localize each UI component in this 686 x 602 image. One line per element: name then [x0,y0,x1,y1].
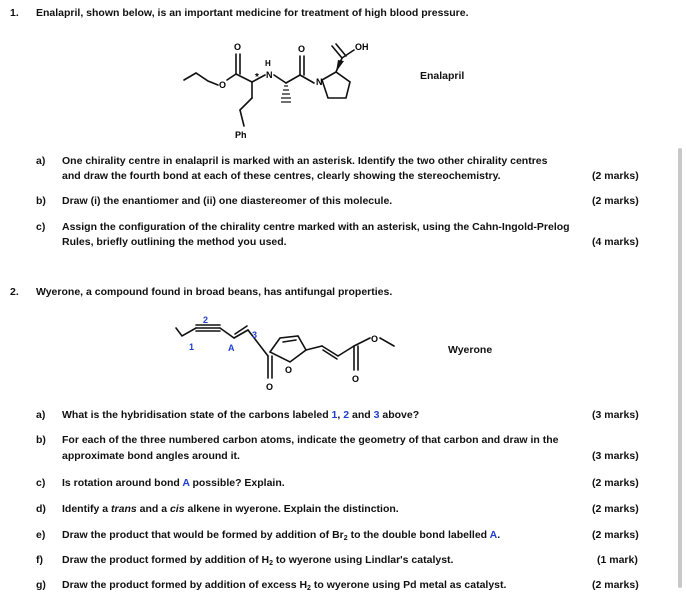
part-text: Identify a trans and a cis alkene in wyerone. Explain the distinction. [62,503,399,515]
atom-n: N [266,70,273,80]
atom-o: O [219,80,227,90]
atom-o: O [266,382,274,392]
part-label: b) [36,434,46,446]
part-label: a) [36,409,46,421]
marks: (2 marks) [592,170,639,182]
molecule-name: Enalapril [420,70,465,82]
atom-ph: Ph [235,130,247,140]
question-number: 2. [10,286,19,298]
part-label: f) [36,554,43,566]
atom-o: O [285,365,293,375]
marks: (2 marks) [592,529,639,541]
part-label: d) [36,503,46,515]
part-text: Draw the product formed by addition of $H_2$ to wyerone using Lindlar's catalyst. [62,554,454,567]
chirality-asterisk: * [255,72,259,83]
part-text: Assign the configuration of the chirality centre marked with an asterisk, using the Cahn-Ingold-Prelog [62,221,570,233]
part-text: Draw the product formed by addition of excess $H_2$ to wyerone using Pd metal as catalyst. [62,579,507,592]
marks: (2 marks) [592,579,639,591]
part-text: Draw the product that would be formed by addition of $Br_2$ to the double bond labelled A. [62,529,501,542]
marks: (4 marks) [592,236,639,248]
part-text: Draw (i) the enantiomer and (ii) one diastereomer of this molecule. [62,195,393,207]
atom-o: O [234,42,242,52]
question-title: Enalapril, shown below, is an important medicine for treatment of high blood pressure. [36,7,469,19]
question-title: Wyerone, a compound found in broad beans, has antifungal properties. [36,286,393,298]
atom-oh: OH [355,42,369,52]
part-text: and draw the fourth bond at each of these centres, clearly showing the stereochemistry. [62,170,501,182]
molecule-name: Wyerone [448,344,493,356]
part-label: b) [36,195,46,207]
part-label: e) [36,529,46,541]
scrollbar[interactable] [678,148,682,588]
atom-h: H [265,59,271,68]
part-label: a) [36,155,46,167]
part-text: approximate bond angles around it. [62,450,240,462]
atom-o: O [352,374,360,384]
marks: (2 marks) [592,503,639,515]
enalapril-structure [178,30,378,142]
marks: (2 marks) [592,477,639,489]
question-number: 1. [10,7,19,19]
marks: (1 mark) [597,554,638,566]
part-label: c) [36,477,46,489]
marks: (3 marks) [592,409,639,421]
atom-n: N [316,77,323,87]
atom-o: O [298,44,306,54]
carbon-label: 1 [189,342,195,352]
wyerone-structure [172,306,432,400]
part-label: g) [36,579,46,591]
part-text: Is rotation around bond A possible? Explain. [62,477,285,489]
atom-o: O [371,334,379,344]
marks: (2 marks) [592,195,639,207]
bond-label: A [228,343,235,353]
marks: (3 marks) [592,450,639,462]
part-text: Rules, briefly outlining the method you used. [62,236,287,248]
part-text: One chirality centre in enalapril is marked with an asterisk. Identify the two other chirality centres [62,155,548,167]
part-text: What is the hybridisation state of the carbons labeled 1, 2 and 3 above? [62,409,420,421]
part-label: c) [36,221,46,233]
part-text: For each of the three numbered carbon atoms, indicate the geometry of that carbon and draw in the [62,434,559,446]
carbon-label: 2 [203,315,209,325]
carbon-label: 3 [252,330,258,340]
